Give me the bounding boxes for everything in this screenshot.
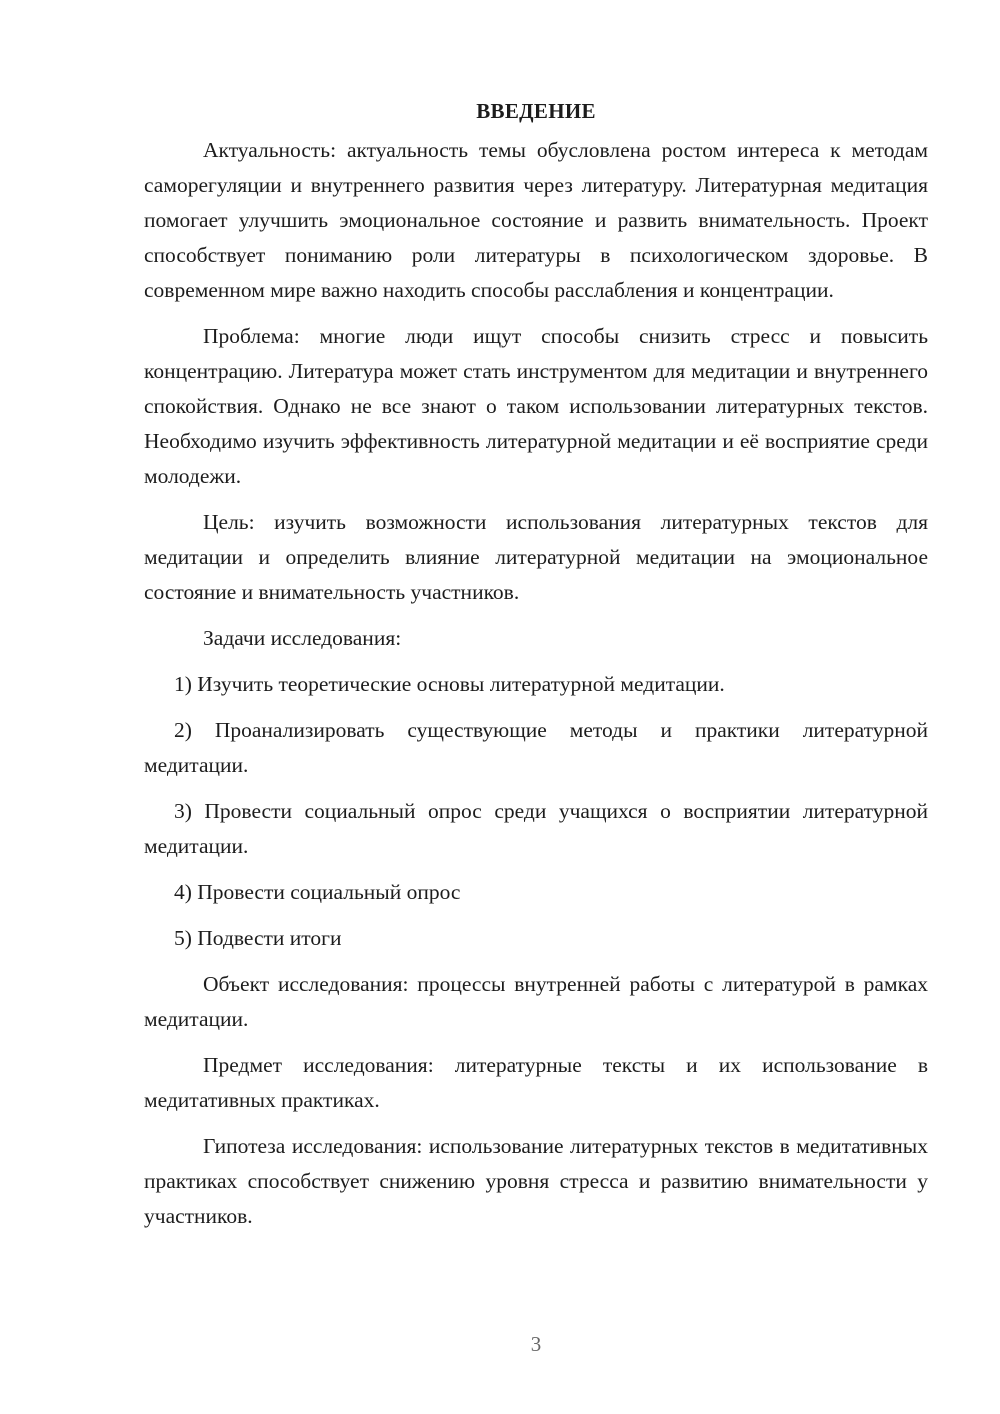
goal-paragraph: Цель: изучить возможности использования литературных текстов для медитации и определить влияние литературной медитации на эмоциональное состояние и внимательность участников.: [144, 510, 928, 604]
subject-paragraph: Предмет исследования: литературные тексты и их использование в медитативных практиках.: [144, 1053, 928, 1112]
problem-paragraph: Проблема: многие люди ищут способы снизить стресс и повысить концентрацию. Литература может стать инструментом для медитации и внутреннего спокойствия. Однако не все знают о таком использовании литературных текстов. Необходимо изучить эффективность литературной медитации и её восприятие среди молодежи.: [144, 324, 928, 488]
task-item-2: 2) Проанализировать существующие методы и практики литературной медитации.: [144, 718, 928, 777]
hypothesis-paragraph: Гипотеза исследования: использование литературных текстов в медитативных практиках способствует снижению уровня стресса и развитию внимательности у участников.: [144, 1134, 928, 1228]
task-item-4: 4) Провести социальный опрос: [174, 880, 461, 904]
task-item-5: 5) Подвести итоги: [174, 926, 342, 950]
section-title: ВВЕДЕНИЕ: [476, 99, 596, 123]
relevance-paragraph: Актуальность: актуальность темы обусловлена ростом интереса к методам саморегуляции и внутреннего развития через литературу. Литературная медитация помогает улучшить эмоциональное состояние и развить внимательность. Проект способствует пониманию роли литературы в психологическом здоровье. В современном мире важно находить способы расслабления и концентрации.: [144, 138, 928, 302]
task-item-1: 1) Изучить теоретические основы литературной медитации.: [174, 672, 725, 696]
tasks-heading: Задачи исследования:: [203, 626, 402, 650]
page-number: 3: [530, 1332, 542, 1356]
object-paragraph: Объект исследования: процессы внутренней работы с литературой в рамках медитации.: [144, 972, 928, 1031]
task-item-3: 3) Провести социальный опрос среди учащихся о восприятии литературной медитации.: [144, 799, 928, 858]
page-content: [144, 94, 928, 1245]
